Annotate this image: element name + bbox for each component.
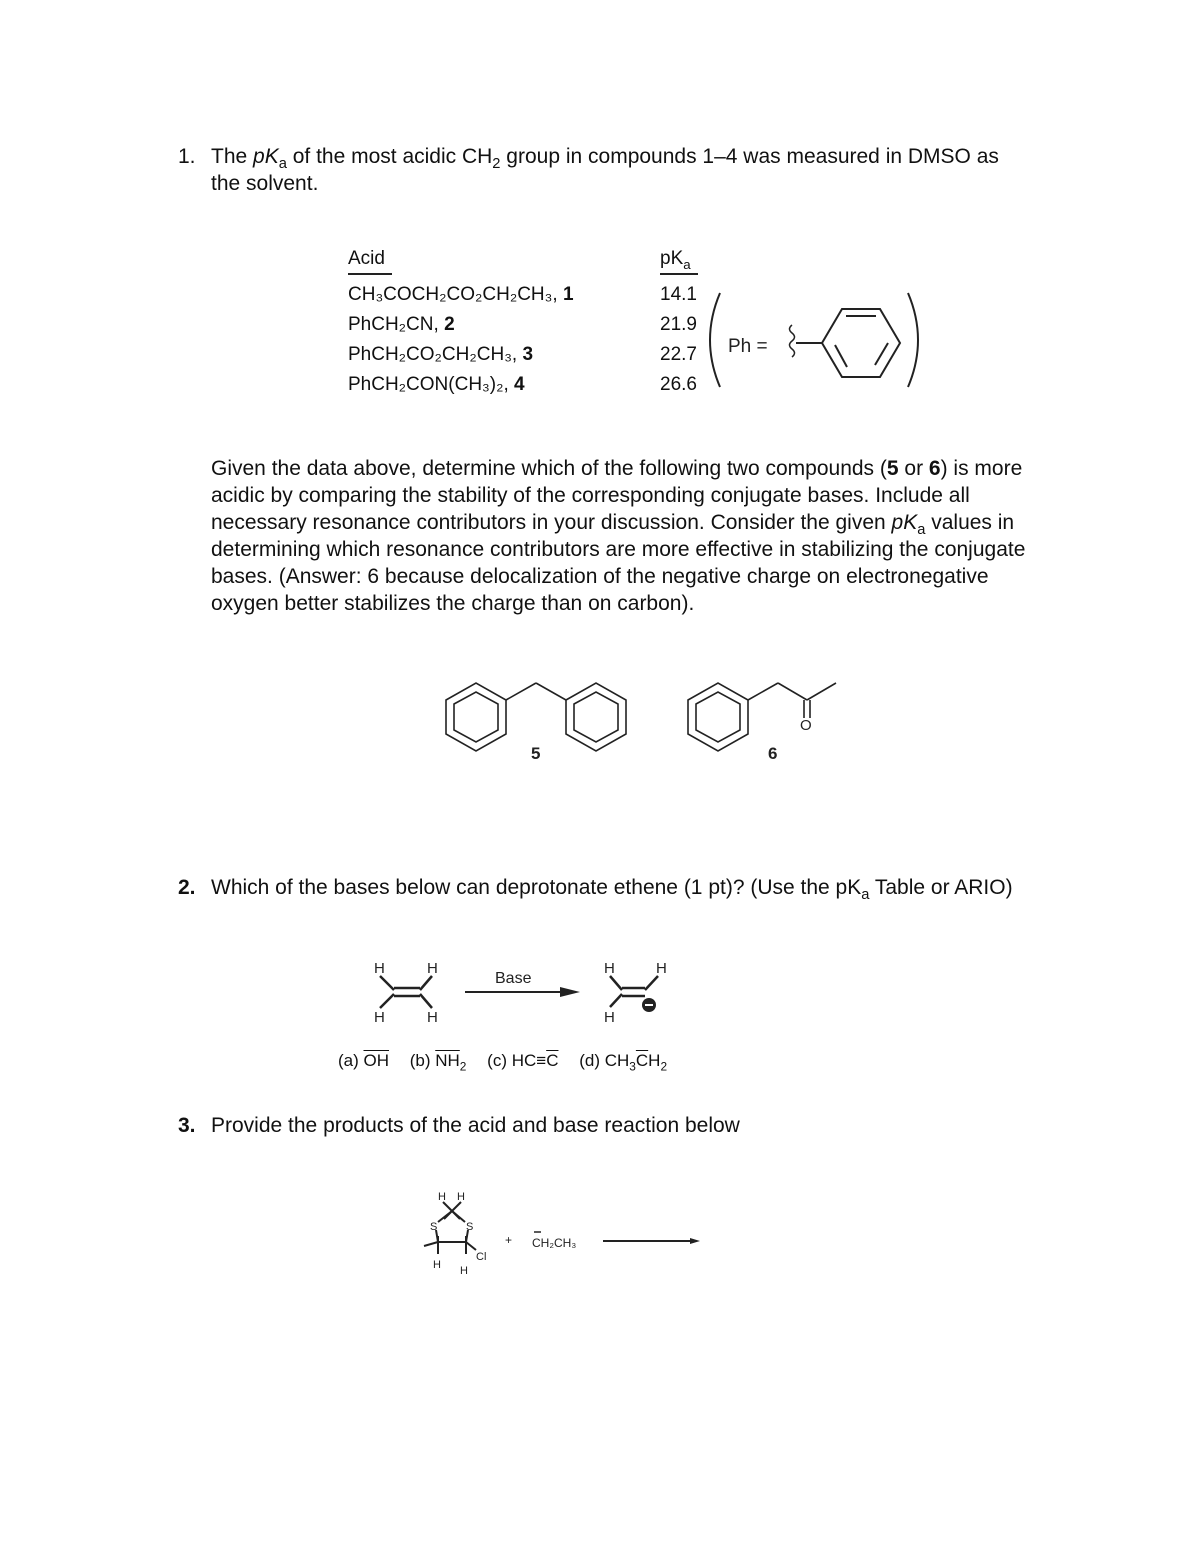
table-row — [348, 310, 455, 340]
subscript: 2 — [459, 1059, 467, 1074]
pka-value: 26.6 — [660, 374, 697, 395]
header-underline — [660, 273, 698, 275]
table-header-pka — [660, 244, 691, 274]
option-formula: H — [648, 1051, 661, 1070]
option-c — [487, 1051, 558, 1070]
pka-value: 21.9 — [660, 314, 697, 335]
sulfur-atom: S — [466, 1221, 474, 1233]
base-options — [338, 1049, 667, 1073]
compounds-5-6 — [430, 655, 860, 770]
subscript: 2 — [660, 1059, 668, 1074]
h-atom: H — [604, 960, 615, 977]
phenyl-definition — [700, 285, 930, 395]
compound-id: 5 — [886, 457, 899, 480]
text: of the most acidic CH — [286, 145, 493, 168]
subscript: a — [917, 522, 926, 539]
question-number: 3. — [178, 1114, 196, 1137]
arrowhead — [690, 1238, 700, 1244]
option-a — [338, 1051, 389, 1070]
vinyl-anion — [604, 960, 667, 1026]
subscript: a — [861, 887, 870, 904]
question-1-intro — [211, 143, 1001, 197]
text: Table or ARIO) — [869, 876, 1013, 899]
h-atom: H — [460, 1265, 468, 1277]
text: The — [211, 145, 254, 168]
wavy-bond — [790, 325, 795, 357]
text: or — [898, 457, 929, 480]
table-row — [348, 280, 574, 310]
compound-id: 6 — [928, 457, 941, 480]
acid-formula: PhCH₂CON(CH₃)₂, — [348, 374, 515, 395]
option-prefix: (d) CH — [579, 1051, 630, 1070]
pka-symbol: pK — [891, 511, 918, 534]
compound-5-label: 5 — [531, 744, 541, 763]
h-atom: H — [427, 1009, 438, 1026]
compound-id: 4 — [514, 374, 525, 395]
chlorine-atom: Cl — [476, 1251, 487, 1263]
table-header-acid — [348, 244, 385, 274]
compound-id: 2 — [444, 314, 455, 335]
acid-base-reaction-scheme — [410, 1188, 710, 1278]
option-prefix: (a) — [338, 1051, 364, 1070]
h-atom: H — [656, 960, 667, 977]
acid-formula: PhCH₂CO₂CH₂CH₃, — [348, 344, 523, 365]
pka-value: 22.7 — [660, 344, 697, 365]
compound-id: 3 — [522, 344, 534, 365]
h-atom: H — [374, 1009, 385, 1026]
ethene-deprotonation-scheme — [360, 955, 700, 1030]
base-label: Base — [495, 970, 532, 987]
pka-value: 14.1 — [660, 284, 697, 305]
dithiolane-structure — [424, 1191, 486, 1277]
option-prefix: (b) — [409, 1051, 436, 1070]
subscript: 3 — [629, 1059, 636, 1074]
h-atom: H — [457, 1191, 465, 1203]
text: Which of the bases below can deprotonate ethene (1 pt)? (Use the pK — [211, 876, 862, 899]
option-d — [579, 1051, 668, 1074]
ethyl-anion-reagent: CH₂CH₃ — [532, 1236, 577, 1250]
benzene-ring — [822, 309, 900, 377]
header-text: Acid — [348, 248, 385, 269]
subscript: 2 — [492, 156, 501, 173]
option-formula: $\overline{C}$ — [546, 1051, 559, 1070]
double-bond — [835, 345, 847, 367]
compound-6-structure — [688, 683, 836, 751]
h-atom: H — [438, 1191, 446, 1203]
option-formula: $\overline{NH}$ — [435, 1051, 460, 1070]
question-number: 1. — [178, 145, 196, 168]
ethene — [374, 960, 438, 1026]
right-paren — [908, 293, 918, 387]
question-number: 2. — [178, 876, 196, 899]
paragraph-body — [211, 455, 1056, 617]
question-2-text — [211, 874, 1061, 904]
text: group in compounds 1–4 was measured in DMSO as the solvent. — [211, 145, 999, 195]
option-b — [409, 1051, 467, 1074]
h-atom: H — [427, 960, 438, 977]
header-text: pK — [660, 248, 684, 269]
left-paren — [710, 293, 720, 387]
option-formula: $\overline{OH}$ — [363, 1051, 389, 1070]
oxygen-atom: O — [800, 717, 812, 734]
h-atom: H — [433, 1259, 441, 1271]
h-atom: H — [374, 960, 385, 977]
double-bond — [875, 343, 888, 365]
compound-5-structure — [446, 683, 626, 751]
subscript: a — [278, 156, 287, 173]
text: Given the data above, determine which of the following two compounds ( — [211, 457, 887, 480]
compound-id: 1 — [562, 284, 574, 305]
text: values in determining which resonance contributors are more effective in stabilizing the conjugate bases. (Answer: 6 because delocalization of the negative charge on electronegative oxygen better stabilizes the charge than on carbon). — [211, 511, 1026, 615]
sulfur-atom: S — [430, 1221, 438, 1233]
compound-6-label: 6 — [768, 744, 778, 763]
h-atom: H — [604, 1009, 615, 1026]
acid-formula: CH₃COCH₂CO₂CH₂CH₃, — [348, 284, 563, 305]
text: ) is more acidic by comparing the stability of the corresponding conjugate bases. Include all necessary resonance contributors in your discussion. Consider the given — [211, 457, 1023, 534]
question-3-text: Provide the products of the acid and base reaction below — [211, 1114, 740, 1137]
header-underline — [348, 273, 392, 275]
option-formula: $\overline{C}$ — [635, 1051, 649, 1070]
table-row — [348, 340, 533, 370]
table-row — [348, 370, 525, 400]
subscript: a — [683, 256, 691, 272]
ph-label: Ph = — [728, 336, 768, 357]
acid-formula: PhCH₂CN, — [348, 314, 445, 335]
pka-symbol: pK — [253, 145, 279, 168]
arrowhead — [560, 987, 580, 997]
plus-sign: + — [505, 1233, 513, 1247]
option-prefix: (c) HC≡ — [487, 1051, 547, 1070]
